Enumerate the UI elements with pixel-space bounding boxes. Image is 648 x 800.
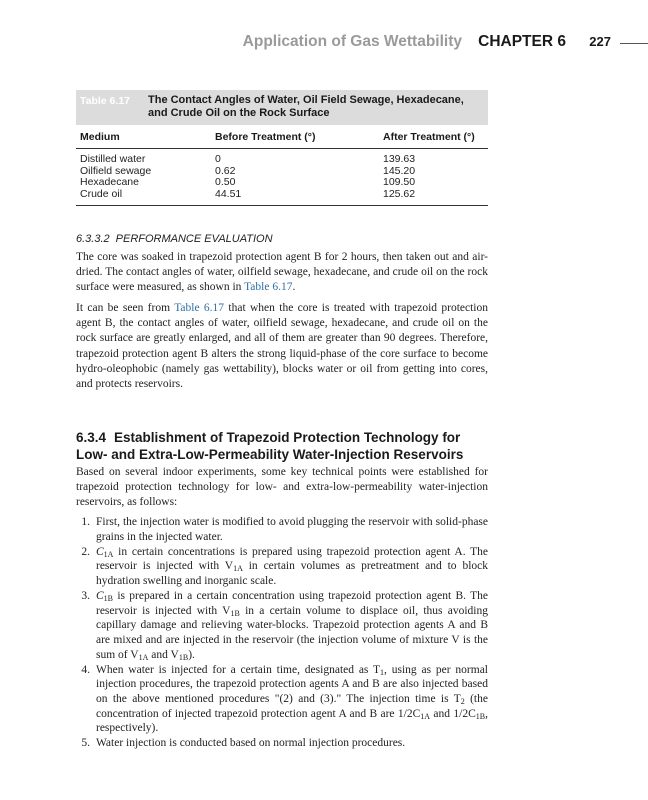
- cell-medium: Distilled water: [80, 153, 146, 165]
- table-label: Table 6.17: [80, 95, 130, 107]
- subsection-heading: [76, 233, 273, 245]
- list-item-text: $C_{1B}$ is prepared in a certain concentration using trapezoid protection agent B. The reservoir is injected with $V_{1B}$ in a certain volume to displace oil, thus avoiding capillary damage and relieving water-blocks. Trapezoid protection agents A and B are mixed and are injected in the reservoir (the injection volume of mixture V is the sum of $V_{1A}$ and $V_{1B}$).: [96, 590, 488, 662]
- list-item-number: 5.: [81, 737, 90, 750]
- list-item: [76, 545, 488, 589]
- paragraph-performance: [76, 250, 488, 296]
- table-row: [80, 177, 488, 189]
- list-item-text: When water is injected for a certain time, designated as $T_1$, using as per normal injection procedures, the trapezoid protection agents A and B are also injected based on the above mentioned procedures "(2) and (3)." The injection time is $T_2$ (the concentration of injected trapezoid protection agent A and B are $1/2C_{1A}$ and $1/2C_{1B}$, respectively).: [96, 663, 488, 735]
- table-row: [80, 189, 488, 201]
- cell-before: 44.51: [215, 188, 242, 201]
- list-item: [76, 589, 488, 662]
- cell-after: 139.63: [383, 153, 416, 165]
- table-link[interactable]: Table 6.17: [174, 302, 225, 314]
- cell-before: 0.50: [215, 176, 236, 189]
- cell-after: 109.50: [383, 176, 416, 189]
- list-item: [76, 663, 488, 736]
- table-row: [80, 166, 488, 178]
- list-item-text: Water injection is conducted based on normal injection procedures.: [96, 737, 406, 750]
- list-item: [76, 515, 488, 544]
- list-item-text: First, the injection water is modified to avoid plugging the reservoir with solid-phase grains in the injected water.: [96, 516, 488, 543]
- subsection-number: 6.3.3.2: [76, 233, 110, 245]
- running-head: [0, 33, 648, 53]
- section-number: 6.3.4: [76, 430, 107, 445]
- column-header-before: Before Treatment (°): [215, 131, 316, 143]
- list-item-number: 2.: [81, 545, 90, 558]
- paragraph-text: It can be seen from: [76, 302, 175, 314]
- column-header-medium: Medium: [80, 131, 120, 143]
- paragraph-text: that when the core is treated with trapezoid protection agent B, the contact angles of water, oilfield sewage, hexadecane, and crude oil on the rock surface are greatly enlarged, and all of them are greater than 90 degrees. Therefore, trapezoid protection agent B alters the strong liquid-phase of the core surface to become hydro-oleophobic (namely gas wettability), blocks water or oil from getting into cores, and protects reservoirs.: [76, 302, 489, 391]
- cell-medium: Crude oil: [80, 188, 123, 201]
- table-6-17: [76, 90, 488, 206]
- table-row: [80, 154, 488, 166]
- column-header-after: After Treatment (°): [383, 131, 475, 143]
- section-heading: [76, 429, 488, 463]
- subsection-title: PERFORMANCE EVALUATION: [115, 233, 273, 245]
- table-title: The Contact Angles of Water, Oil Field Sewage, Hexadecane, and Crude Oil on the Rock Surface: [148, 94, 464, 119]
- cell-medium: Oilfield sewage: [80, 164, 152, 177]
- paragraph-intro: Based on several indoor experiments, some key technical points were established for trapezoid protection technology for low- and extra-low-permeability water-injection reservoirs, as follows:: [76, 466, 488, 509]
- paragraph-text: The core was soaked in trapezoid protection agent B for 2 hours, then taken out and air-dried. The contact angles of water, oilfield sewage, hexadecane, and crude oil on the rock surface were measured, as shown in: [76, 251, 488, 294]
- list-item-number: 1.: [81, 516, 90, 528]
- list-item-number: 4.: [81, 663, 90, 676]
- cell-after: 125.62: [383, 188, 416, 201]
- paragraph-analysis: [76, 301, 488, 392]
- list-item: [76, 736, 488, 751]
- cell-medium: Hexadecane: [80, 176, 139, 189]
- list-item-number: 3.: [81, 590, 90, 603]
- table-link[interactable]: Table 6.17: [244, 281, 293, 294]
- page-number: 227: [589, 34, 611, 49]
- header-rule: [620, 43, 648, 44]
- running-head-title: Application of Gas Wettability: [242, 33, 462, 50]
- cell-before: 0: [215, 153, 221, 165]
- table-header-row: [76, 125, 488, 149]
- section-title: Establishment of Trapezoid Protection Technology for Low- and Extra-Low-Permeability Water-Injection Reservoirs: [76, 430, 464, 462]
- table-caption: [76, 90, 488, 125]
- paragraph-text: .: [292, 281, 296, 294]
- cell-before: 0.62: [215, 164, 236, 177]
- cell-after: 145.20: [383, 164, 416, 177]
- table-body: [76, 149, 488, 206]
- procedure-list: [76, 515, 488, 751]
- list-item-text: $C_{1A}$ in certain concentrations is prepared using trapezoid protection agent A. The reservoir is injected with $V_{1A}$ in certain volumes as pretreatment and to block hydration swelling and inorganic scale.: [96, 545, 488, 587]
- running-head-chapter: CHAPTER 6: [478, 33, 566, 50]
